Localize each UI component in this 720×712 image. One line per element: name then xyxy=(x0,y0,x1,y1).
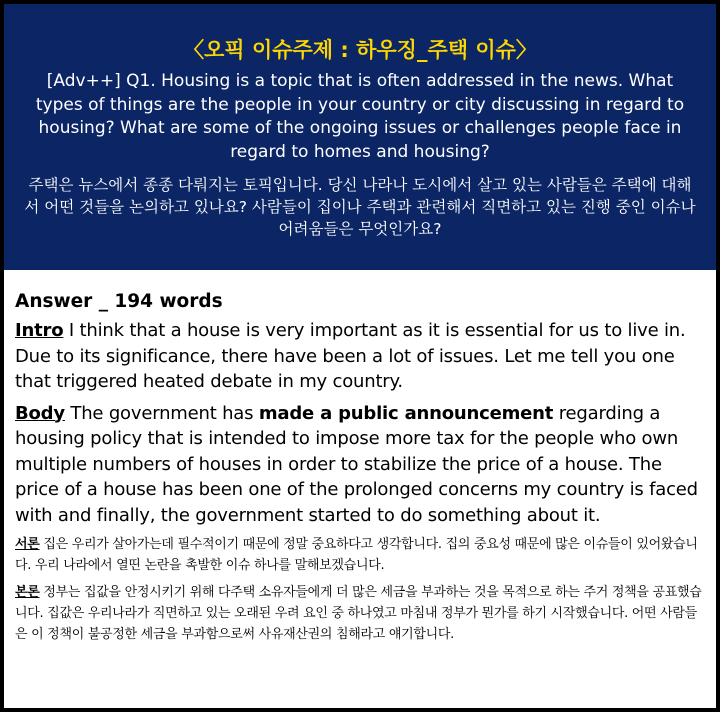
body-label: Body xyxy=(15,402,65,424)
question-korean: 주택은 뉴스에서 종종 다뤄지는 토픽입니다. 당신 나라나 도시에서 살고 있는 사람들은 주택에 대해서 어떤 것들을 논의하고 있나요? 사람들이 집이나 주택과 관련해서 직면하고 있는 진행 중인 이슈나 어려움들은 무엇인가요? xyxy=(24,176,696,238)
body-korean-text: 정부는 집값을 안정시키기 위해 다주택 소유자들에게 더 많은 세금을 부과하는 것을 목적으로 하는 주거 정책을 공표했습니다. 집값은 우리나라가 직면하고 있는 오래된 우려 요인 중 하나였고 마침내 정부가 뭔가를 하기 시작했습니다. 어떤 사람들은 이 정책이 불공정한 세금을 부과함으로써 사유재산권의 침해라고 얘기합니다. xyxy=(15,585,702,642)
intro-text: I think that a house is very important as it is essential for us to live in. Due to its significance, there have been a lot of issues. Let me tell you one that triggered heated debate in my country. xyxy=(15,320,686,392)
intro-korean-text: 집은 우리가 살아가는데 필수적이기 때문에 정말 중요하다고 생각합니다. 집의 중요성 때문에 많은 이슈들이 있어왔습니다. 우리 나라에서 열띤 논란을 촉발한 이슈 하나를 말해보겠습니다. xyxy=(15,537,698,573)
body-korean-label: 본론 xyxy=(15,585,40,600)
body-text-before: The government has xyxy=(64,402,259,424)
document-card xyxy=(4,4,716,708)
body-paragraph xyxy=(15,401,706,529)
body-text-after: regarding a housing policy that is intended to impose more tax for the people who own multiple numbers of houses in order to stabilize the price of a house. The price of a house has been one of the prolonged concerns my country is faced with and finally, the government started to do something about it. xyxy=(15,402,698,526)
intro-korean-label: 서론 xyxy=(15,537,40,552)
question-header xyxy=(4,4,716,270)
body-highlight-phrase: made a public announcement xyxy=(258,402,554,424)
body-korean-paragraph xyxy=(15,582,706,645)
topic-title: 〈오픽 이슈주제 : 하우징_주택 이슈〉 xyxy=(183,38,537,62)
answer-section xyxy=(4,270,716,645)
answer-heading: Answer _ 194 words xyxy=(15,291,223,312)
intro-korean-paragraph xyxy=(15,534,706,576)
question-english: [Adv++] Q1. Housing is a topic that is often addressed in the news. What types of things are the people in your country or city discussing in regard to housing? What are some of the ongoing issues or challenges people face in regard to homes and housing? xyxy=(35,71,685,162)
intro-label: Intro xyxy=(15,320,64,341)
intro-paragraph xyxy=(15,318,706,395)
